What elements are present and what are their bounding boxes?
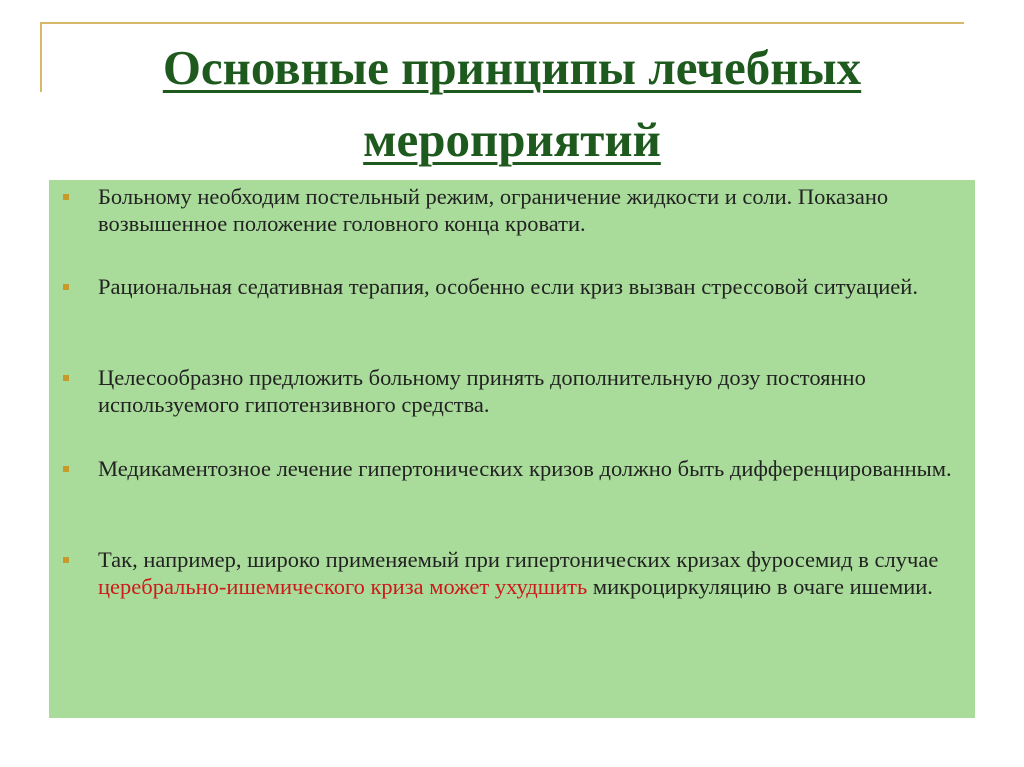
bullet-icon: [63, 375, 69, 381]
list-item: [98, 183, 958, 237]
top-rule: [40, 22, 964, 24]
bullet-icon: [63, 557, 69, 563]
bullet-icon: [63, 284, 69, 290]
list-item-text: Целесообразно предложить больному принять дополнительную дозу постоянно используемого гипотензивного средства.: [98, 365, 866, 417]
slide-title-line-2: мероприятий: [363, 112, 661, 167]
list-item: [98, 273, 958, 300]
list-item-text: Больному необходим постельный режим, ограничение жидкости и соли. Показано возвышенное положение головного конца кровати.: [98, 184, 889, 236]
slide-title-line-1: Основные принципы лечебных: [162, 40, 862, 95]
bullet-icon: [63, 194, 69, 200]
list-item-text: Рациональная седативная терапия, особенно если криз вызван стрессовой ситуацией.: [98, 274, 918, 299]
list-item-text-highlight: церебрально-ишемического криза может ухудшить: [98, 574, 588, 599]
list-item-text: Медикаментозное лечение гипертонических кризов должно быть дифференцированным.: [98, 456, 952, 481]
slide-title: [60, 32, 964, 176]
list-item-text-end: микроциркуляцию в очаге ишемии.: [587, 574, 933, 599]
list-item: [98, 546, 958, 600]
list-item: [98, 455, 958, 482]
left-rule: [40, 22, 42, 92]
list-item-text-start: Так, например, широко применяемый при гипертонических кризах фуросемид в случае: [98, 547, 939, 572]
list-item: [98, 364, 958, 418]
content-panel: [49, 180, 975, 718]
bullet-icon: [63, 466, 69, 472]
